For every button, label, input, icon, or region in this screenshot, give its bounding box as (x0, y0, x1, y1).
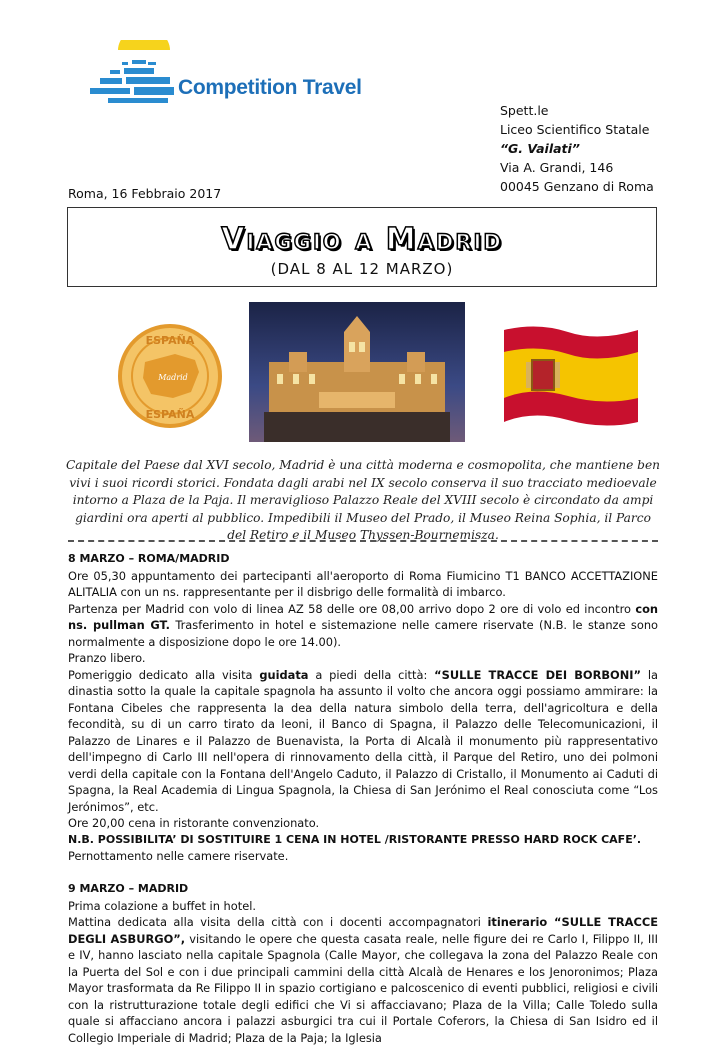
spain-flag-image (498, 322, 644, 430)
day-heading: 8 MARZO – ROMA/MADRID (68, 552, 230, 565)
paragraph: N.B. POSSIBILITA’ DI SOSTITUIRE 1 CENA IN HOTEL /RISTORANTE PRESSO HARD ROCK CAFE’. (68, 832, 642, 846)
text-bold: “SULLE TRACCE DEI BORBONI” (434, 667, 641, 682)
text-span: Trasferimento in hotel e sistemazione nelle camere riservate (N.B. le stanze sono normalmente a disposizione dopo le ore 14.00). (68, 618, 659, 649)
text-span: la dinastia sotto la quale la capitale spagnola ha assunto il volto che ancora oggi possiamo ammirare: la Fontana Cibeles che rappresenta la dea della natura simbolo della terra, dell'agricoltura e della fecondità, su di un carro tirato da leoni, il Banco di Spagna, il Palazzo delle Telecomunicazioni, il Palazzo de Linares e il Palazzo de Buenavista, la Porta di Alcalà il monumento più rappresentativo dell'impegno di Carlo III nell'opera di rinnovamento della città, il Parque del Retiro, uno dei polmoni verdi della capitale con la Fontana dell'Angelo Caduto, il Palazzo di Cristallo, il Monumento ai Caduti di Spagna, la Real Academia di Lingua Spagnola, la Chiesa di San Jerónimo el Real conosciuta come “Los Jerónimos”, etc. (68, 667, 658, 814)
intro-paragraph: Capitale del Paese dal XVI secolo, Madrid è una città moderna e cosmopolita, che mantiene ben vivi i suoi ricordi storici. Fondata dagli arabi nel IX secolo conserva il suo tracciato medioevale intorno a Plaza de la Paja. Il meraviglioso Palazzo Reale del XVIII secolo è circondato da ampi giardini ora aperti al pubblico. Impedibili il Museo del Prado, il Museo Reina Sophia, il Parco del Retiro e il Museo Thyssen-Bournemisza. (65, 458, 661, 542)
madrid-palace-photo (249, 302, 465, 442)
paragraph (68, 601, 658, 651)
trip-dates: (DAL 8 AL 12 MARZO) (270, 260, 454, 278)
paragraph: Pranzo libero. (68, 651, 146, 665)
recipient-line: Liceo Scientifico Statale (500, 122, 650, 137)
text-span: Partenza per Madrid con volo di linea AZ 58 delle ore 08,00 arrivo dopo 2 ore di volo ed incontro (68, 601, 631, 616)
text-bold: itinerario “SULLE TRACCE DEGLI ASBURGO”, (68, 915, 658, 946)
logo-sun-icon (60, 40, 190, 110)
page-title: Viaggio a Madrid (221, 222, 503, 257)
title-box (67, 207, 657, 287)
paragraph: Pernottamento nelle camere riservate. (68, 849, 289, 863)
recipient-line: “G. Vailati” (500, 141, 580, 156)
paragraph: Ore 05,30 appuntamento dei partecipanti all'aeroporto di Roma Fiumicino T1 BANCO ACCETTAZIONE ALITALIA con un ns. rappresentante per il disbrigo delle formalità di imbarco. (68, 568, 658, 599)
text-bold: con ns. pullman GT. (68, 601, 658, 632)
itinerary (68, 551, 658, 1046)
recipient-line: Via A. Grandi, 146 (500, 160, 614, 175)
text-span: visitando le opere che questa casata reale, nelle figure dei re Carlo I, Filippo II, III e IV, hanno lasciato nella capitale Spagnola (Calle Mayor, che collegava la zona del Palazzo Reale con la Puerta del Sol e con i due principali cammini della città Alcalà de Henares e los Jenoronimos; Plaza Mayor trasformata da Re Filippo II in spazio cortigiano e palcoscenico di eventi pubblici, religiosi e civili con la ristrutturazione totale degli edifici che Vi si affacciavano; Plaza de la Villa; Calle Toledo sulla quale si affacciano ancora i palazzi asburgici tra cui il Portale Coferors, la Chiesa di San Isidro ed il Collegio Imperiale di Madrid; Plaza de la Paja; la Iglesia (68, 931, 658, 1045)
stamp-bottom-text: ESPAÑA (145, 408, 195, 421)
day-heading: 9 MARZO – MADRID (68, 882, 189, 895)
text-bold: guidata (259, 667, 309, 682)
spain-stamp-image (115, 322, 225, 430)
paragraph: Prima colazione a buffet in hotel. (68, 898, 256, 913)
paragraph (68, 914, 658, 1046)
spacer (68, 865, 658, 882)
recipient-address (500, 101, 654, 196)
stamp-top-text: ESPAÑA (145, 334, 195, 347)
paragraph (68, 667, 658, 816)
letter-date: Roma, 16 Febbraio 2017 (68, 186, 222, 201)
stamp-center-text: Madrid (158, 373, 188, 382)
paragraph: Ore 20,00 cena in ristorante convenzionato. (68, 816, 320, 830)
divider (68, 540, 658, 542)
recipient-line: 00045 Genzano di Roma (500, 179, 654, 194)
text-span: Mattina dedicata alla visita della città con i docenti accompagnatori (68, 915, 481, 929)
text-span: a piedi della città: (315, 667, 428, 682)
recipient-line: Spett.le (500, 103, 549, 118)
text-span: Pomeriggio dedicato alla visita (68, 667, 253, 682)
company-name: Competition Travel (178, 76, 362, 99)
